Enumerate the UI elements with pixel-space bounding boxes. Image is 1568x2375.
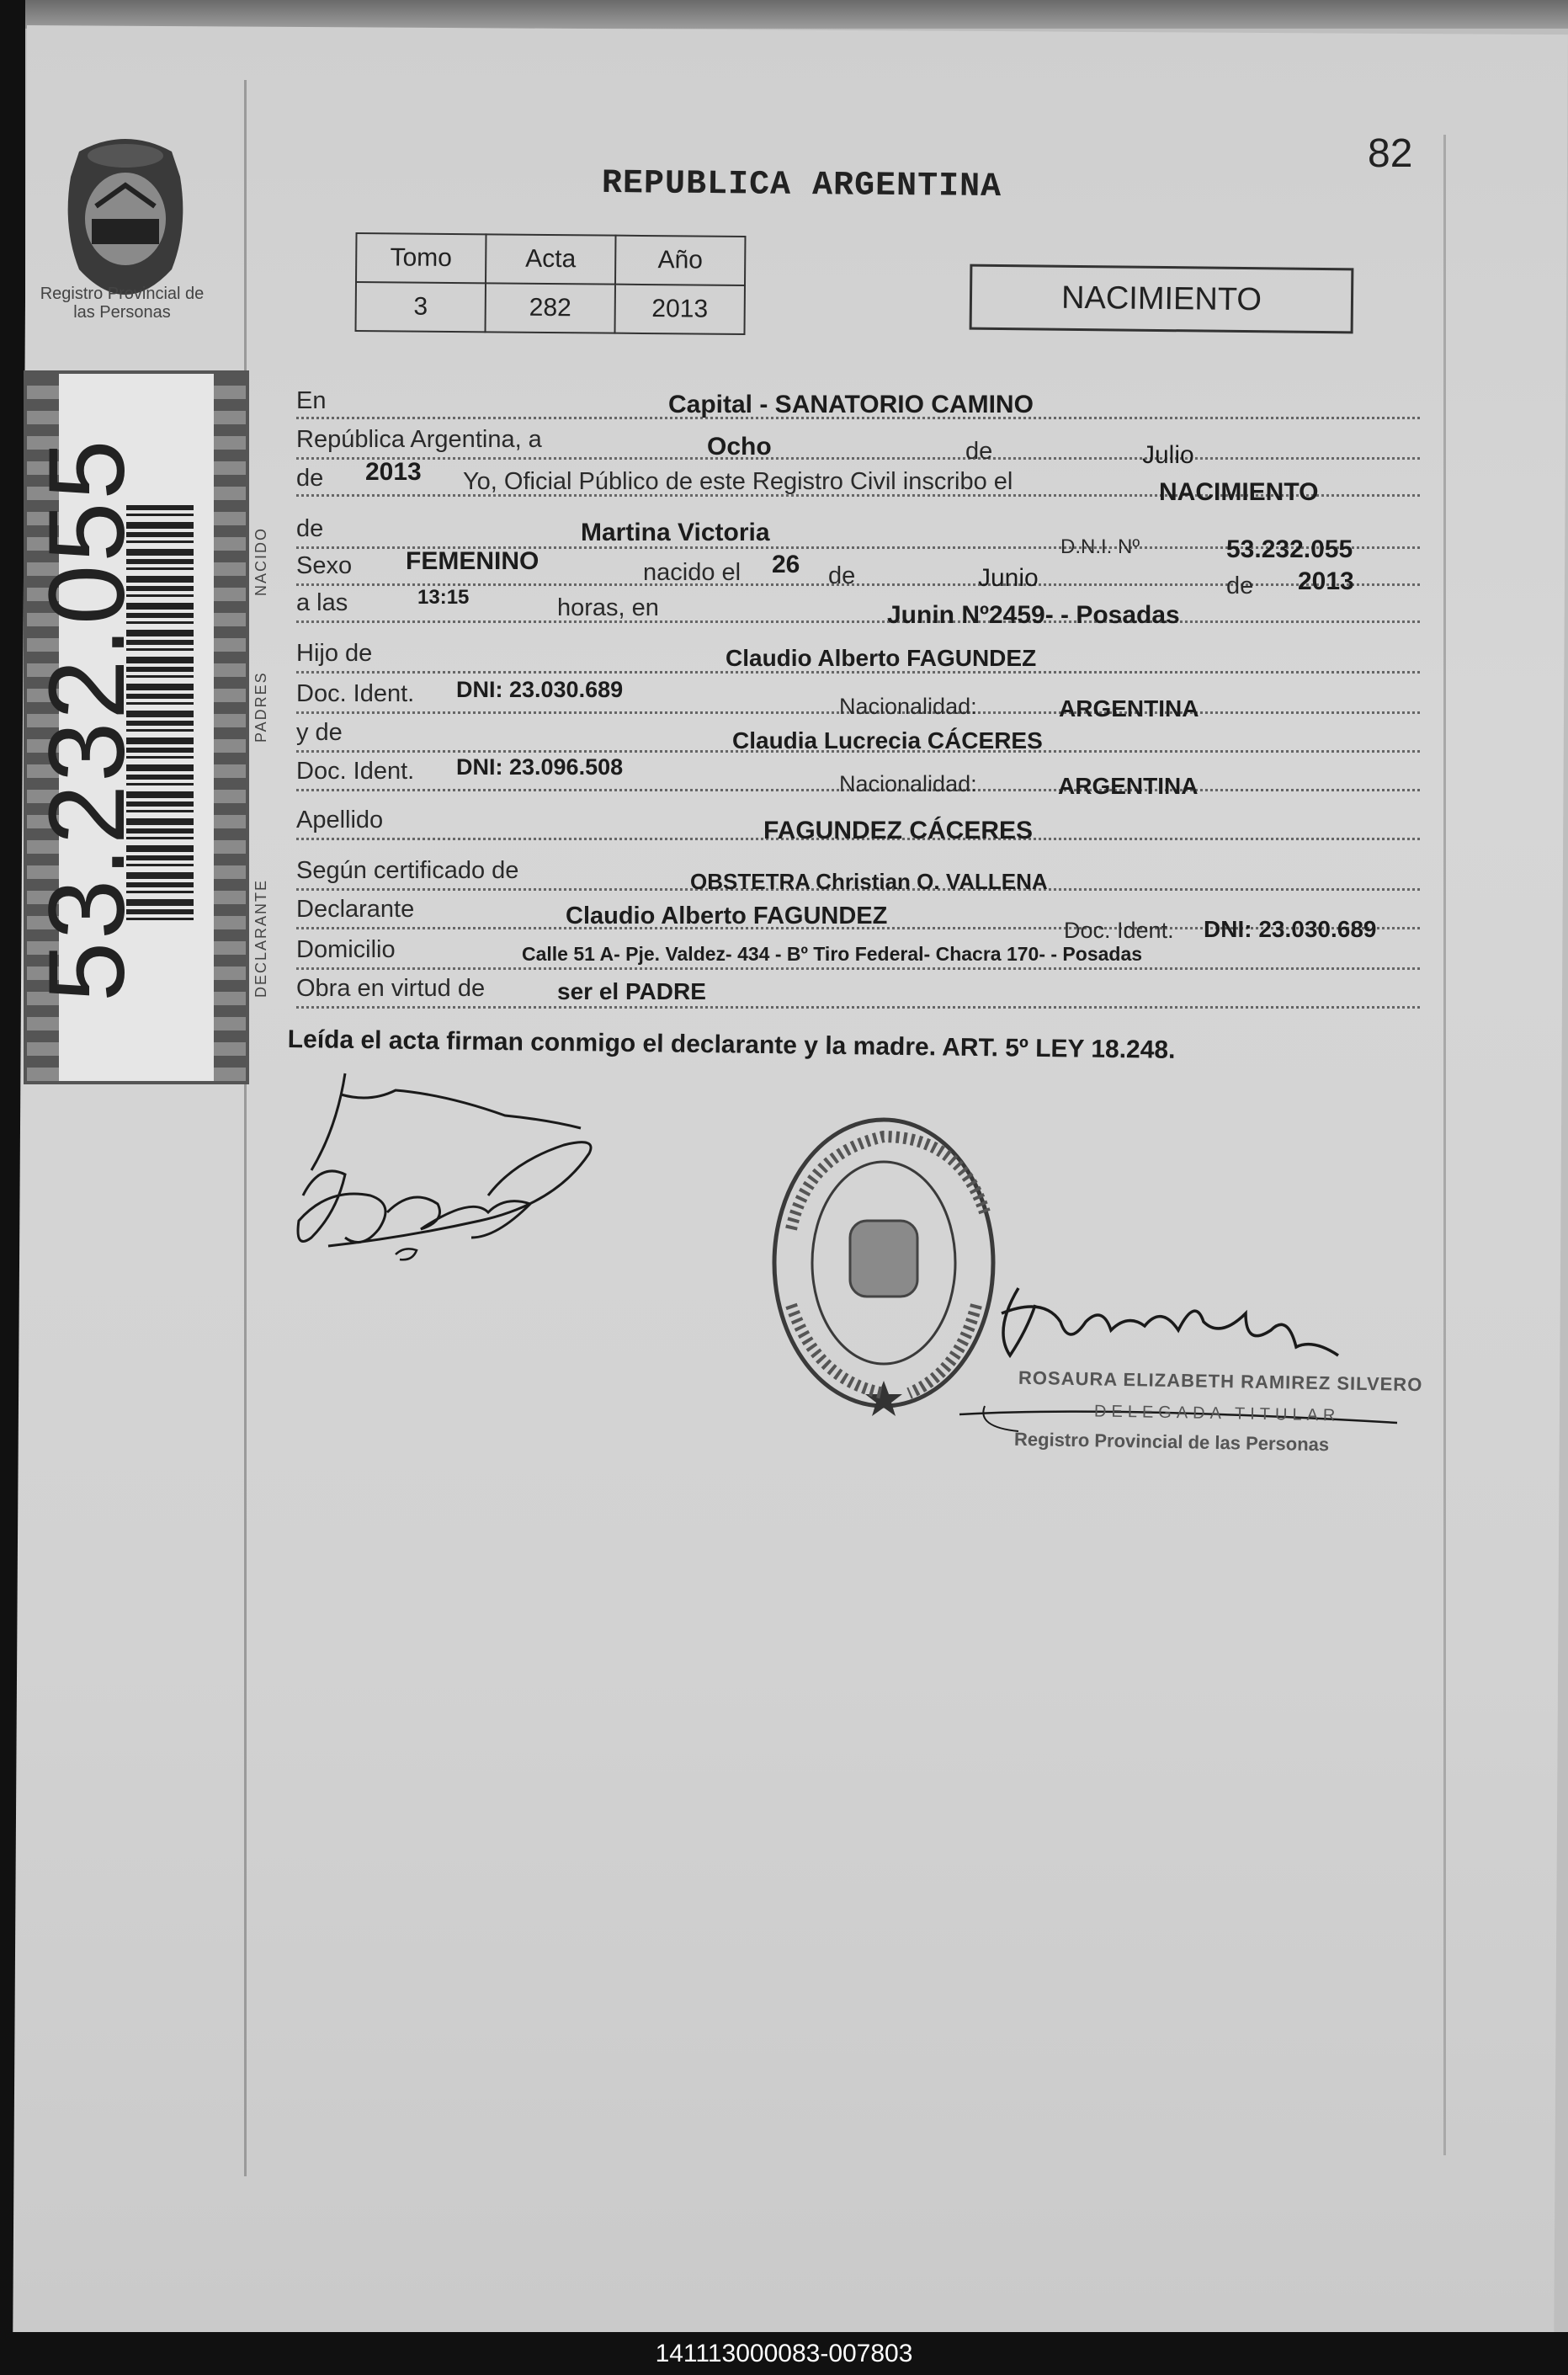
footer-id: 141113000083-007803 [0, 2332, 1568, 2375]
value-lugar: Junin Nº2459- - Posadas [887, 601, 1180, 629]
value-domicilio: Calle 51 A- Pje. Valdez- 434 - Bº Tiro Federal- Chacra 170- - Posadas [522, 943, 1143, 965]
label-nac1: Nacionalidad: [839, 694, 977, 719]
crest-caption: Registro Provincial de las Personas [40, 285, 205, 322]
barcode-number: 53.232.055 [27, 437, 147, 1002]
label-doc1: Doc. Ident. [296, 680, 415, 707]
value-cert: OBSTETRA Christian O. VALLENA [690, 869, 1048, 894]
top-shadow [25, 0, 1568, 29]
value-nombre: Martina Victoria [581, 519, 770, 546]
label-nac-de: de [828, 562, 856, 589]
value-dni: 53.232.055 [1226, 535, 1353, 563]
row-domicilio [296, 936, 1420, 975]
stamp-name: ROSAURA ELIZABETH RAMIREZ SILVERO [1018, 1366, 1423, 1396]
row-doc1 [296, 677, 1420, 722]
row-ymadre [296, 719, 1420, 758]
label-alas: a las [296, 589, 348, 616]
value-padre: Claudio Alberto FAGUNDEZ [726, 645, 1037, 671]
label-cert: Según certificado de [296, 857, 519, 884]
value-doc3: DNI: 23.030.689 [1204, 916, 1377, 942]
label-obra: Obra en virtud de [296, 975, 486, 1002]
value-nac-dia: 26 [772, 551, 800, 578]
label-domicilio: Domicilio [296, 936, 396, 963]
label-apellido: Apellido [296, 807, 384, 833]
value-doc1: DNI: 23.030.689 [456, 677, 624, 702]
page-number: 82 [1368, 131, 1413, 176]
right-margin-rule [1443, 135, 1446, 2155]
row-declarante [296, 896, 1420, 943]
sticker-stripe-right [214, 374, 246, 1081]
reference-table [354, 232, 746, 335]
value-mes: Julio [1142, 441, 1194, 469]
label-horas: horas, en [557, 594, 659, 621]
value-acta: 282 [485, 283, 615, 333]
label-republica: República Argentina, a [296, 426, 542, 453]
label-yde: y de [296, 719, 343, 746]
label-hijo: Hijo de [296, 640, 373, 667]
value-declarante: Claudio Alberto FAGUNDEZ [566, 903, 888, 929]
row-hijo [296, 640, 1420, 679]
label-doc2: Doc. Ident. [296, 758, 415, 785]
section-label-nacido: NACIDO [252, 526, 269, 596]
row-hora [296, 586, 1420, 629]
value-nac-anio: 2013 [1298, 567, 1354, 595]
label-nombre: de [296, 515, 324, 542]
label-doc3: Doc. Ident. [1064, 918, 1174, 943]
value-nac-mes: Junio [978, 564, 1039, 592]
label-nacido: nacido el [643, 559, 741, 586]
value-hora: 13:15 [417, 586, 470, 609]
value-sexo: FEMENINO [406, 547, 539, 575]
stamp-role: DELEGADA TITULAR [1093, 1402, 1341, 1425]
label-de: de [965, 438, 993, 465]
value-anio: 2013 [614, 285, 745, 334]
value-nac2: ARGENTINA [1058, 773, 1199, 799]
value-anio: 2013 [365, 458, 422, 486]
value-doc2: DNI: 23.096.508 [456, 754, 624, 780]
section-label-padres: PADRES [252, 671, 269, 743]
label-nac2: Nacionalidad: [839, 771, 977, 796]
value-tomo: 3 [356, 282, 486, 332]
row-obra [296, 975, 1420, 1014]
value-obra: ser el PADRE [557, 978, 706, 1004]
header-anio: Año [615, 236, 746, 285]
value-en: Capital - SANATORIO CAMINO [668, 391, 1034, 418]
header-acta: Acta [486, 234, 616, 284]
closing-statement: Leída el acta firman conmigo el declarante y la madre. ART. 5º LEY 18.248. [287, 1025, 1176, 1064]
document-title: REPUBLICA ARGENTINA [601, 164, 1002, 207]
label-nac-de2: de [1226, 572, 1254, 599]
row-fecha [296, 426, 1420, 469]
label-dni: D.N.I. Nº [1060, 535, 1140, 558]
value-madre: Claudia Lucrecia CÁCERES [732, 727, 1043, 754]
row-doc2 [296, 754, 1420, 799]
label-de2: de [296, 465, 324, 492]
value-dia: Ocho [707, 433, 772, 461]
declarant-signature [278, 1069, 614, 1297]
value-inscribo: NACIMIENTO [1159, 478, 1319, 506]
stamp-organization: Registro Provincial de las Personas [1013, 1428, 1330, 1456]
section-label-declarante: DECLARANTE [252, 878, 269, 998]
row-oficial [296, 458, 1420, 506]
label-en: En [296, 387, 327, 414]
row-apellido [296, 807, 1420, 845]
value-nac1: ARGENTINA [1059, 695, 1199, 722]
row-certificado [296, 857, 1420, 896]
row-en [296, 386, 1420, 424]
value-apellido: FAGUNDEZ CÁCERES [763, 817, 1034, 844]
label-sexo: Sexo [296, 552, 353, 579]
label-oficial: Yo, Oficial Público de este Registro Civil inscribo el [463, 468, 1013, 495]
header-tomo: Tomo [356, 233, 486, 283]
label-declarante: Declarante [296, 896, 415, 923]
record-type-box: NACIMIENTO [970, 264, 1354, 334]
